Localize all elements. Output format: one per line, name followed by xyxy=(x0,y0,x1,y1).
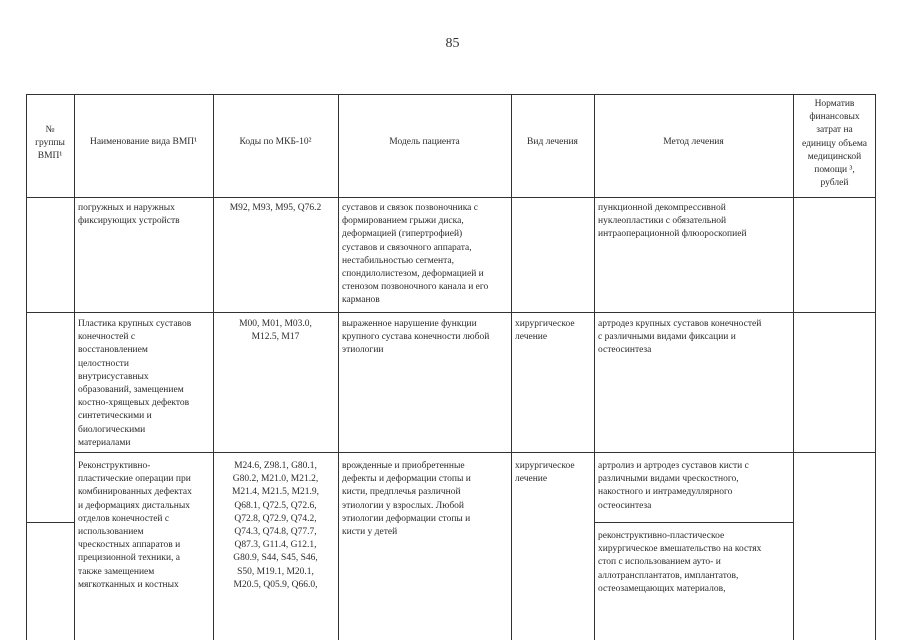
row-2-type-name: Реконструктивно- пластические операции при комбинированных дефектах и деформациях дистальных отделов конечностей с использованием чрескостных аппаратов и прецизионной техники, а также замещением мягкотканных и костных xyxy=(78,461,192,590)
row-0-patient-model: суставов и связок позвоночника с формированием грыжи диска, деформацией (гипертрофией) суставов и связочного аппарата, нестабильностью сегмента, спондилолистезом, деформацией и стенозом позвоночного канала и его карманов xyxy=(342,203,489,306)
row-2-patient-model: врожденные и приобретенные дефекты и деформации стопы и кисти, предплечья различной этиологии у взрослых. Любой этиологии деформации стопы и кисти у детей xyxy=(342,461,471,538)
header-treatment-method: Метод лечения xyxy=(663,137,724,147)
row-2-treatment-type: хирургическое лечение xyxy=(515,461,575,485)
vmp-table xyxy=(26,94,876,640)
header-icd-codes: Коды по МКБ-10² xyxy=(239,137,312,147)
header-patient-model: Модель пациента xyxy=(389,137,460,147)
row-1-type-name: Пластика крупных суставов конечностей с восстановлением целостности внутрисуставных образований, замещением костно-хрящевых дефектов синтетическими и биологическими материалами xyxy=(78,319,192,448)
row-0-type-name: погружных и наружных фиксирующих устройств xyxy=(78,203,180,227)
header-treatment-type: Вид лечения xyxy=(527,137,578,147)
row-0-treatment-method: пункционной декомпрессивной нуклеопластики с обязательной интраоперационной флюороскопией xyxy=(598,203,747,240)
row-1-icd-codes: M00, M01, M03.0, M12.5, M17 xyxy=(239,319,312,343)
row-2-icd-codes: M24.6, Z98.1, G80.1, G80.2, M21.0, M21.2, M21.4, M21.5, M21.9, Q68.1, Q72.5, Q72.6, Q72.8, Q72.9, Q74.2, Q74.3, Q74.8, Q77.7, Q87.3, G11.4, G12.1, G80.9, S44, S45, S46, S50, M19.1, M20.1, M20.5, Q05.9, Q66.0, xyxy=(231,461,320,590)
header-financial-norm: Норматив финансовых затрат на единицу объема медицинской помощи ³, рублей xyxy=(801,99,868,189)
row-1-treatment-method: артродез крупных суставов конечностей с различными видами фиксации и остеосинтеза xyxy=(598,319,762,356)
row-2-treatment-method: артролиз и артродез суставов кисти с различными видами чрескостного, накостного и интрамедуллярного остеосинтеза xyxy=(598,461,749,511)
row-2-treatment-method-2: реконструктивно-пластическое хирургическое вмешательство на костях стоп с использованием ауто- и аллотрансплантатов, имплантатов, остеозамещающих материалов, xyxy=(598,531,762,594)
row-1-patient-model: выраженное нарушение функции крупного сустава конечности любой этиологии xyxy=(342,319,490,356)
row-0-icd-codes: M92, M93, M95, Q76.2 xyxy=(229,203,322,213)
header-type-name: Наименование вида ВМП¹ xyxy=(89,137,198,147)
header-group-no: № группы ВМП¹ xyxy=(35,125,65,162)
row-1-treatment-type: хирургическое лечение xyxy=(515,319,575,343)
page-number: 85 xyxy=(445,36,460,51)
